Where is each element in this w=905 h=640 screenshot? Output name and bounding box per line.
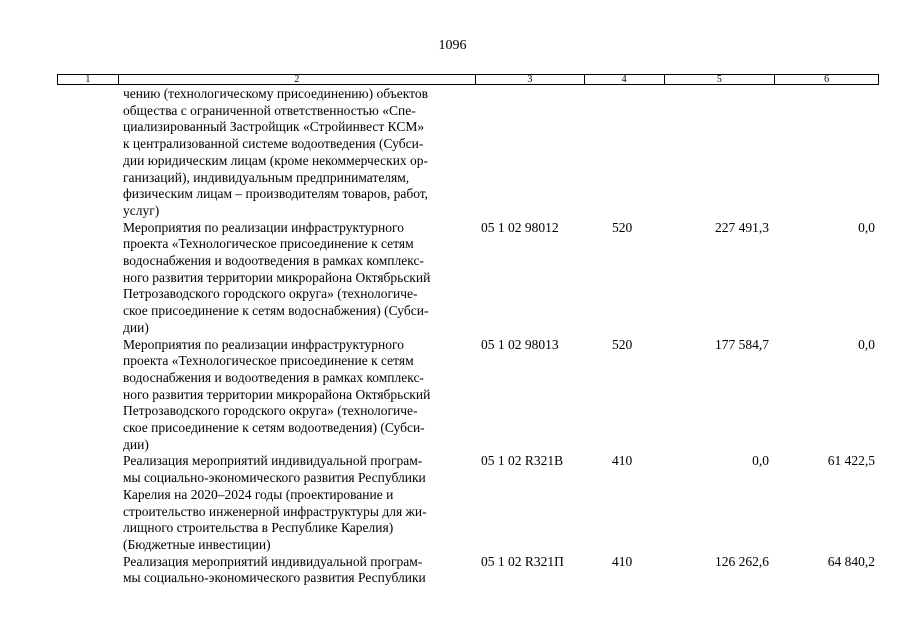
amount-col-6: 61 422,5 [827, 453, 875, 469]
description-line: Петрозаводского городского округа» (технологиче- [123, 286, 418, 302]
expense-type: 410 [612, 453, 633, 469]
table-row [0, 86, 905, 220]
row-description [123, 337, 473, 454]
budget-code: 05 1 02 R321В [481, 453, 564, 469]
amount-col-5: 227 491,3 [715, 219, 769, 235]
amount-col-6: 64 840,2 [827, 553, 875, 569]
description-line: водоснабжения и водоотведения в рамках комплекс- [123, 369, 424, 385]
budget-code: 05 1 02 98013 [481, 336, 559, 352]
header-col-4: 4 [585, 75, 665, 84]
row-description [123, 86, 473, 220]
table-body [0, 86, 905, 587]
description-line: Мероприятия по реализации инфраструктурного [123, 336, 404, 352]
header-col-3: 3 [476, 75, 585, 84]
description-line: ганизаций), индивидуальным предпринимателям, [123, 169, 410, 185]
row-description [123, 554, 473, 587]
description-line: Реализация мероприятий индивидуальной програм- [123, 553, 423, 569]
amount-col-5: 177 584,7 [715, 336, 769, 352]
description-line: ское присоединение к сетям водоотведения) (Субси- [123, 420, 425, 436]
description-line: циализированный Застройщик «Стройинвест КСМ» [123, 119, 425, 135]
description-line: Мероприятия по реализации инфраструктурного [123, 219, 404, 235]
budget-code: 05 1 02 98012 [481, 219, 559, 235]
expense-type: 520 [612, 336, 633, 352]
header-col-2: 2 [119, 75, 476, 84]
description-line: чению (технологическому присоединению) объектов [123, 86, 428, 101]
table-row [0, 453, 905, 553]
amount-col-5: 0,0 [752, 453, 769, 469]
table-row [0, 220, 905, 337]
table-row [0, 337, 905, 454]
table-header [57, 74, 879, 85]
header-col-1: 1 [58, 75, 119, 84]
description-line: Реализация мероприятий индивидуальной програм- [123, 453, 423, 469]
table-row [0, 554, 905, 587]
budget-code: 05 1 02 R321П [481, 553, 564, 569]
amount-col-6: 0,0 [858, 219, 875, 235]
expense-type: 410 [612, 553, 633, 569]
description-line: мы социально-экономического развития Республики [123, 570, 426, 586]
description-line: ного развития территории микрорайона Октябрьский [123, 386, 431, 402]
amount-col-6: 0,0 [858, 336, 875, 352]
description-line: ного развития территории микрорайона Октябрьский [123, 269, 431, 285]
page-number: 1096 [438, 38, 467, 53]
description-line: Карелия на 2020–2024 годы (проектирование и [123, 486, 394, 502]
description-line: проекта «Технологическое присоединение к сетям [123, 236, 414, 252]
amount-col-5: 126 262,6 [715, 553, 769, 569]
description-line: дии) [123, 319, 149, 335]
header-col-5: 5 [665, 75, 776, 84]
expense-type: 520 [612, 219, 633, 235]
description-line: строительство инженерной инфраструктуры для жи- [123, 503, 427, 519]
description-line: мы социально-экономического развития Республики [123, 470, 426, 486]
row-description [123, 220, 473, 337]
header-col-6: 6 [824, 74, 830, 85]
description-line: ское присоединение к сетям водоснабжения) (Субси- [123, 303, 429, 319]
description-line: дии юридическим лицам (кроме некоммерческих ор- [123, 152, 429, 168]
description-line: лищного строительства в Республике Карелия) [123, 520, 394, 536]
description-line: дии) [123, 436, 149, 452]
description-line: (Бюджетные инвестиции) [123, 536, 271, 552]
description-line: проекта «Технологическое присоединение к сетям [123, 353, 414, 369]
description-line: услуг) [123, 202, 160, 218]
description-line: общества с ограниченной ответственностью «Спе- [123, 102, 416, 118]
row-description [123, 453, 473, 553]
description-line: физическим лицам – производителям товаров, работ, [123, 186, 429, 202]
description-line: водоснабжения и водоотведения в рамках комплекс- [123, 253, 424, 269]
description-line: Петрозаводского городского округа» (технологиче- [123, 403, 418, 419]
description-line: к централизованной системе водоотведения (Субси- [123, 136, 424, 152]
